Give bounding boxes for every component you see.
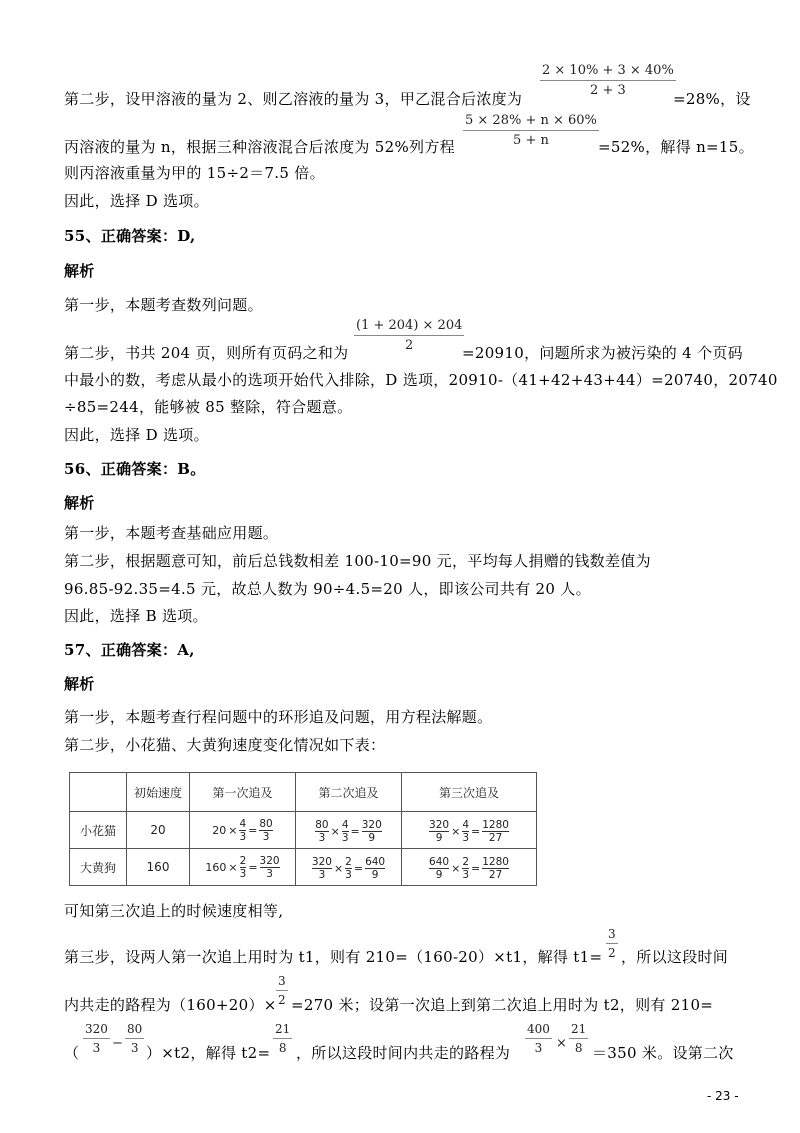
row-label: 大黄狗 bbox=[70, 849, 127, 886]
text-line: 第一步，本题考查数列问题。 bbox=[64, 296, 263, 314]
text-line: =270 米；设第一次追上到第二次追上用时为 t2，则有 210= bbox=[291, 996, 714, 1014]
text-line: =28%，设 bbox=[673, 90, 751, 108]
text-line: 因此，选择 D 选项。 bbox=[64, 192, 209, 210]
text-line: 第二步，设甲溶液的量为 2、则乙溶液的量为 3，甲乙混合后浓度为 bbox=[64, 90, 523, 108]
text-line: ÷85=244，能够被 85 整除，符合题意。 bbox=[64, 398, 353, 416]
speed-table bbox=[69, 772, 537, 886]
text-line: （ bbox=[64, 1044, 80, 1062]
text-line: 中最小的数，考虑从最小的选项开始代入排除，D 选项，20910-（41+42+43+44）=20740，20740 bbox=[64, 371, 778, 389]
table-header-row bbox=[70, 773, 537, 812]
text-line: 第三步，设两人第一次追上用时为 t1，则有 210=（160-20）×t1，解得 t1= bbox=[64, 948, 603, 966]
formula-distance-b: 21 8 bbox=[571, 1022, 587, 1055]
text-line: 则丙溶液重量为甲的 15÷2＝7.5 倍。 bbox=[64, 164, 325, 182]
row-label: 小花猫 bbox=[70, 812, 127, 849]
formula-t2: 21 8 bbox=[275, 1022, 291, 1055]
formula-page-sum: (1 + 204) × 204 2 bbox=[356, 318, 463, 353]
page-number: - 23 - bbox=[707, 1089, 739, 1103]
text-line: ，所以这段时间内共走的路程为 bbox=[296, 1044, 511, 1062]
formula-t1: 3 2 bbox=[608, 927, 616, 960]
table-cell: 320 9 × 4 3 = 1280 27 bbox=[402, 812, 537, 849]
table-cell: 320 3 × 2 3 = 640 9 bbox=[296, 849, 402, 886]
text-line: 因此，选择 B 选项。 bbox=[64, 607, 208, 625]
text-line: 96.85-92.35=4.5 元，故总人数为 90÷4.5=20 人，即该公司共有 20 人。 bbox=[64, 580, 591, 598]
text-line: 第一步，本题考查基础应用题。 bbox=[64, 524, 279, 542]
text-line: ，所以这段时间 bbox=[621, 948, 729, 966]
text-line: 第二步，根据题意可知，前后总钱数相差 100-10=90 元，平均每人捐赠的钱数差值为 bbox=[64, 552, 651, 570]
text-line: 第二步，小花猫、大黄狗速度变化情况如下表： bbox=[64, 736, 386, 754]
table-row bbox=[70, 812, 537, 849]
text-line: 丙溶液的量为 n，根据三种溶液混合后浓度为 52%列方程 bbox=[64, 138, 455, 156]
formula-speed-difference-b: 80 3 bbox=[127, 1022, 143, 1055]
table-cell: 20 × 4 3 = 80 3 bbox=[190, 812, 296, 849]
table-row bbox=[70, 849, 537, 886]
table-header-cell bbox=[70, 773, 127, 812]
text-line: =20910，问题所求为被污染的 4 个页码 bbox=[462, 344, 743, 362]
answer-heading-57: 57、正确答案：A, bbox=[64, 641, 195, 659]
table-cell: 640 9 × 2 3 = 1280 27 bbox=[402, 849, 537, 886]
text-line: 内共走的路程为（160+20）× bbox=[64, 996, 277, 1014]
formula-mix-concentration: 2 × 10% + 3 × 40% 2 + 3 bbox=[542, 63, 674, 98]
text-line: 因此，选择 D 选项。 bbox=[64, 426, 209, 444]
answer-heading-55: 55、正确答案：D, bbox=[64, 227, 196, 245]
formula-speed-difference-a: 320 3 bbox=[85, 1022, 108, 1055]
table-header-cell: 初始速度 bbox=[127, 773, 190, 812]
formula-three-solutions: 5 × 28% + n × 60% 5 + n bbox=[465, 113, 597, 148]
table-cell: 160 × 2 3 = 320 3 bbox=[190, 849, 296, 886]
table-cell: 160 bbox=[127, 849, 190, 886]
formula-distance-a: 400 3 bbox=[527, 1022, 550, 1055]
text-line: ＝350 米。设第二次 bbox=[592, 1044, 734, 1062]
answer-heading-56: 56、正确答案：B。 bbox=[64, 460, 206, 478]
text-line: 第一步，本题考查行程问题中的环形追及问题，用方程法解题。 bbox=[64, 708, 493, 726]
table-header-cell: 第一次追及 bbox=[190, 773, 296, 812]
table-cell: 80 3 × 4 3 = 320 9 bbox=[296, 812, 402, 849]
table-header-cell: 第三次追及 bbox=[402, 773, 537, 812]
text-line: ）×t2，解得 t2= bbox=[146, 1044, 271, 1062]
formula-t1-repeat: 3 2 bbox=[278, 974, 286, 1007]
analysis-heading: 解析 bbox=[64, 262, 95, 280]
text-line: 可知第三次追上的时候速度相等, bbox=[64, 902, 284, 920]
times-sign: × bbox=[556, 1036, 567, 1051]
text-line: 第二步，书共 204 页，则所有页码之和为 bbox=[64, 344, 349, 362]
analysis-heading: 解析 bbox=[64, 675, 95, 693]
minus-sign: − bbox=[112, 1036, 123, 1051]
analysis-heading: 解析 bbox=[64, 494, 95, 512]
text-line: =52%，解得 n=15。 bbox=[598, 138, 754, 156]
table-cell: 20 bbox=[127, 812, 190, 849]
table-header-cell: 第二次追及 bbox=[296, 773, 402, 812]
